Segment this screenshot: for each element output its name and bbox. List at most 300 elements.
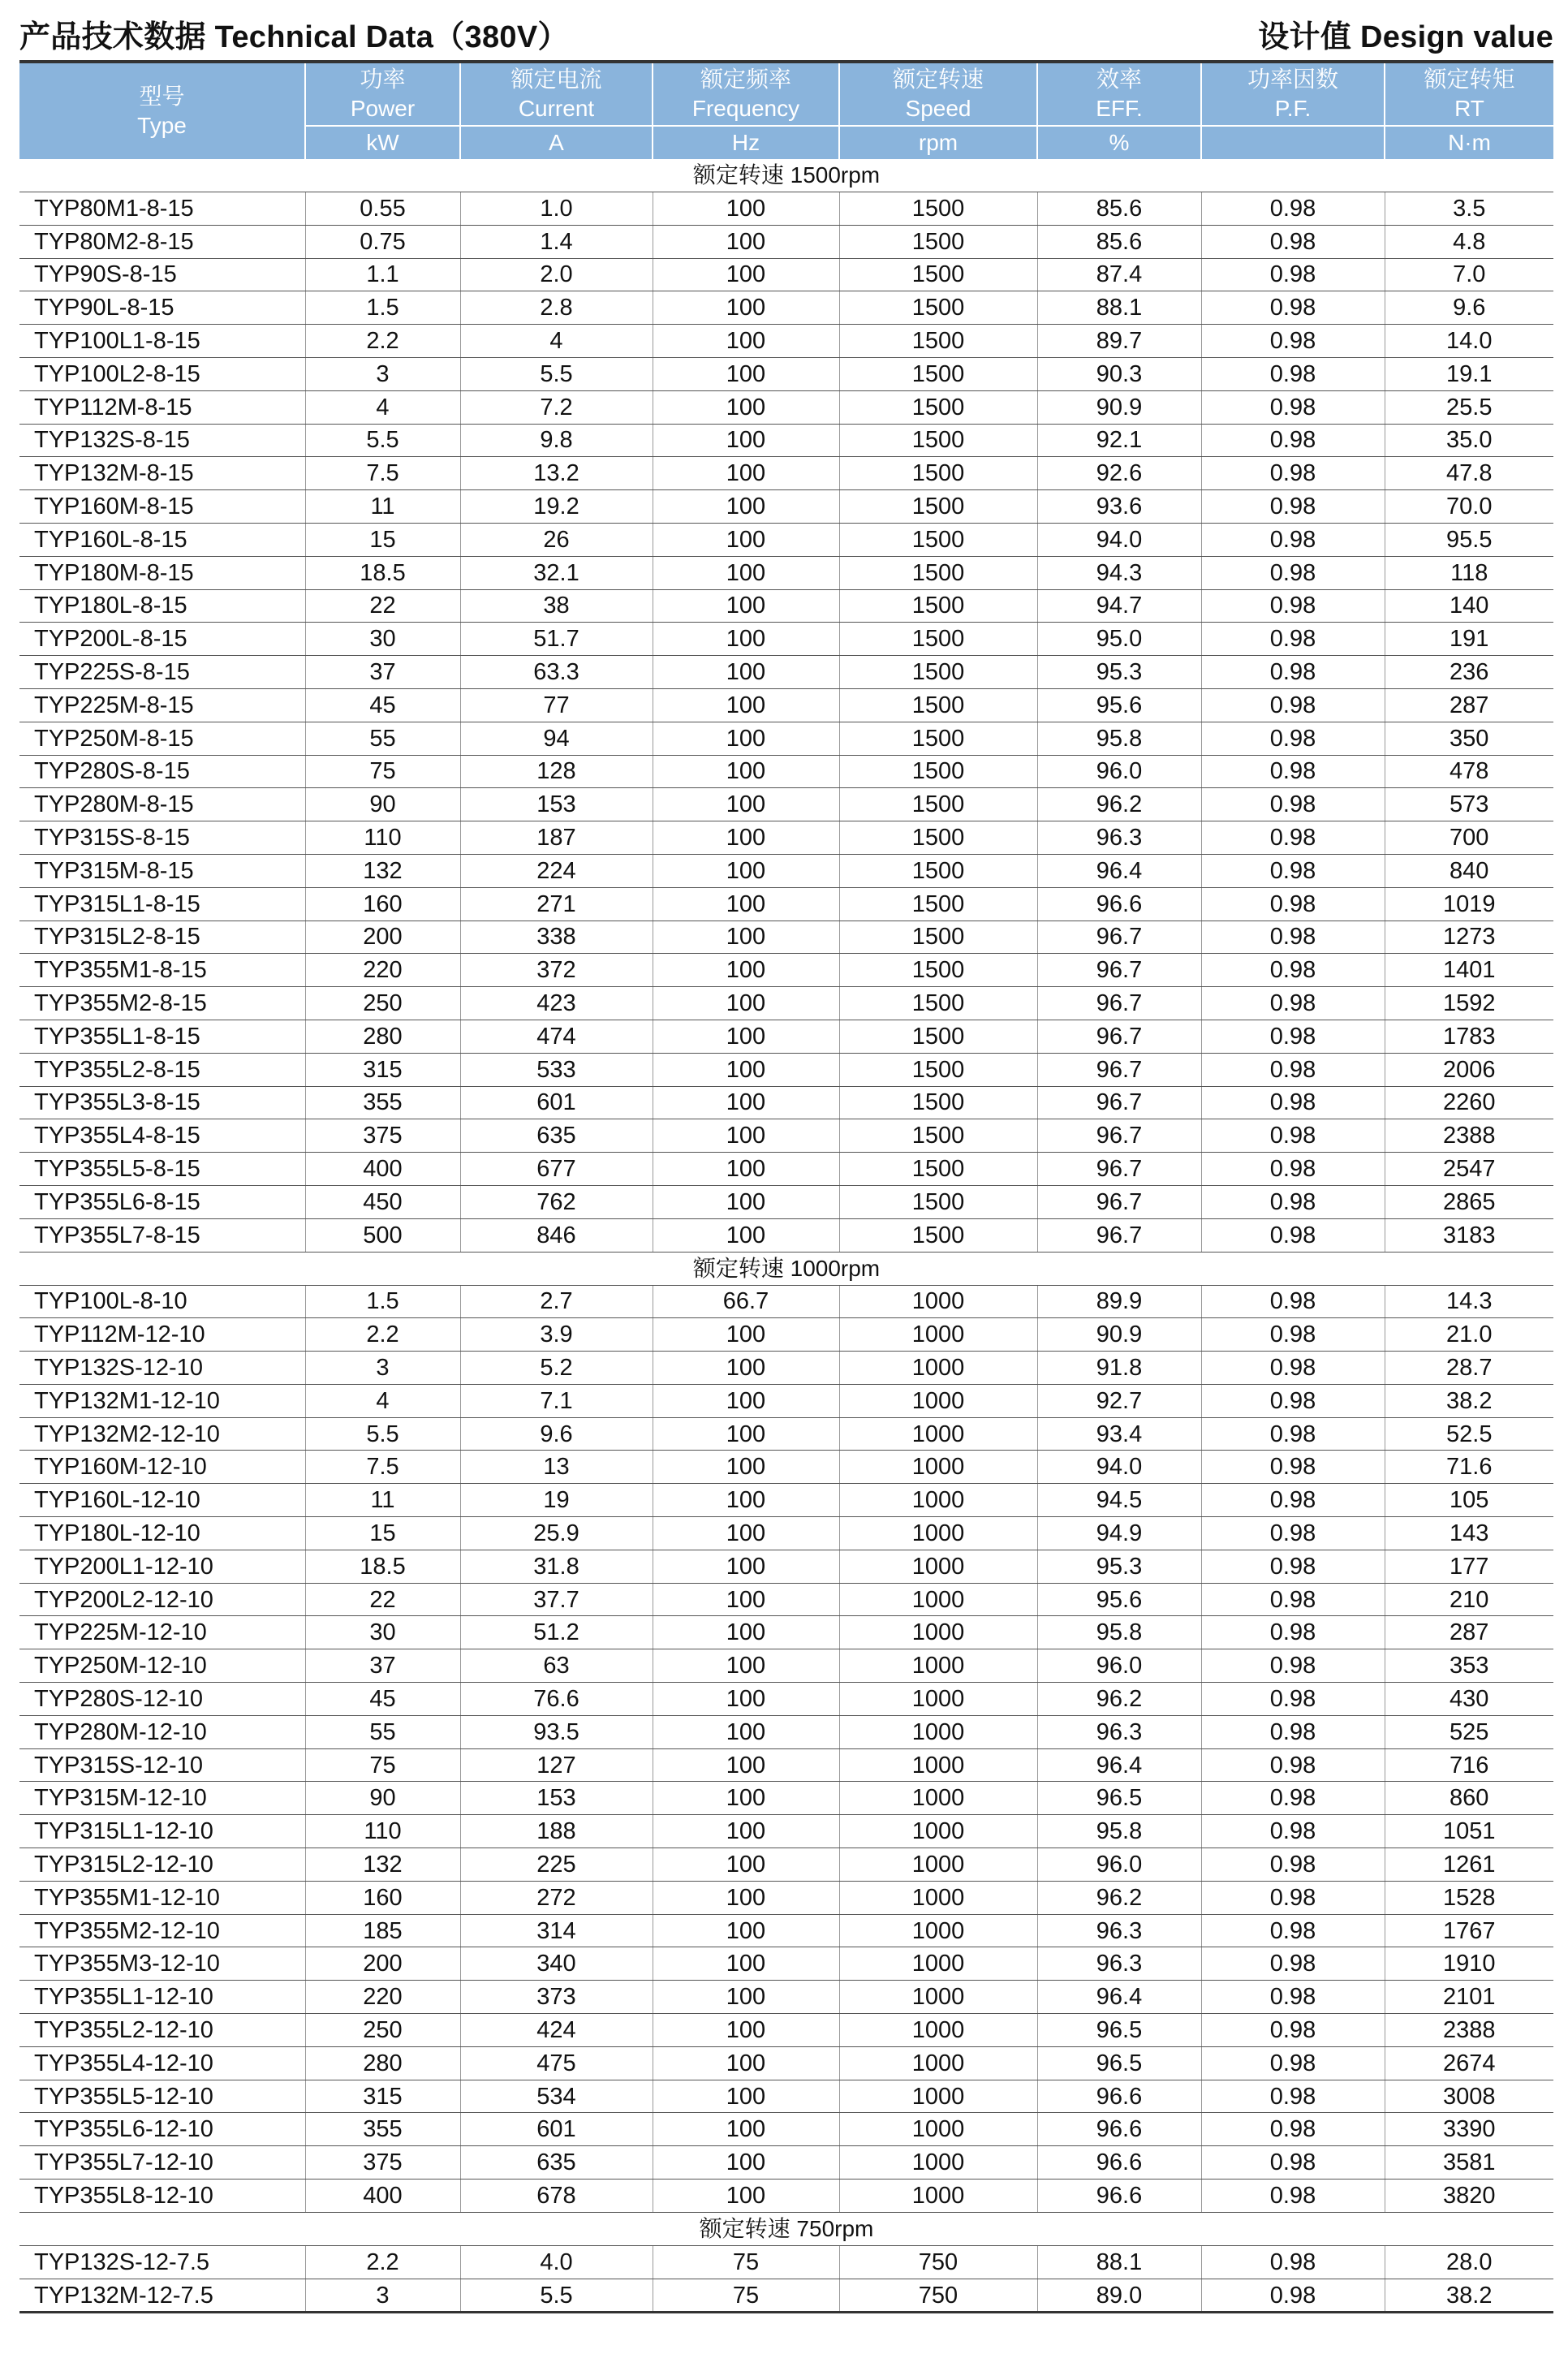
cell-speed: 1000 bbox=[839, 1451, 1037, 1484]
cell-power-factor: 0.98 bbox=[1201, 523, 1385, 556]
cell-model: TYP100L-8-10 bbox=[19, 1285, 305, 1318]
table-row bbox=[19, 1782, 1553, 1815]
cell-speed: 1000 bbox=[839, 1947, 1037, 1981]
cell-rated-torque: 71.6 bbox=[1385, 1451, 1553, 1484]
cell-power: 0.75 bbox=[305, 225, 460, 258]
cell-power: 450 bbox=[305, 1185, 460, 1218]
cell-power: 2.2 bbox=[305, 1318, 460, 1352]
cell-efficiency: 92.7 bbox=[1037, 1384, 1201, 1417]
cell-efficiency: 96.7 bbox=[1037, 1119, 1201, 1153]
cell-power: 0.55 bbox=[305, 192, 460, 226]
cell-speed: 1500 bbox=[839, 523, 1037, 556]
cell-efficiency: 96.4 bbox=[1037, 1748, 1201, 1782]
cell-power-factor: 0.98 bbox=[1201, 1947, 1385, 1981]
cell-current: 51.2 bbox=[460, 1616, 653, 1649]
cell-frequency: 100 bbox=[653, 1616, 839, 1649]
cell-power-factor: 0.98 bbox=[1201, 2180, 1385, 2213]
cell-frequency: 100 bbox=[653, 1451, 839, 1484]
cell-speed: 1500 bbox=[839, 788, 1037, 821]
cell-power: 500 bbox=[305, 1218, 460, 1252]
cell-model: TYP160M-12-10 bbox=[19, 1451, 305, 1484]
cell-rated-torque: 38.2 bbox=[1385, 2279, 1553, 2313]
cell-speed: 1500 bbox=[839, 854, 1037, 887]
cell-current: 63.3 bbox=[460, 656, 653, 689]
cell-current: 424 bbox=[460, 2014, 653, 2047]
table-row bbox=[19, 2014, 1553, 2047]
cell-efficiency: 96.7 bbox=[1037, 1053, 1201, 1086]
cell-rated-torque: 210 bbox=[1385, 1583, 1553, 1616]
cell-speed: 1000 bbox=[839, 1616, 1037, 1649]
cell-model: TYP355M2-8-15 bbox=[19, 987, 305, 1020]
cell-power: 200 bbox=[305, 921, 460, 954]
cell-frequency: 100 bbox=[653, 225, 839, 258]
cell-speed: 1000 bbox=[839, 1782, 1037, 1815]
cell-rated-torque: 3820 bbox=[1385, 2180, 1553, 2213]
cell-model: TYP315L1-8-15 bbox=[19, 887, 305, 921]
cell-model: TYP315L2-8-15 bbox=[19, 921, 305, 954]
table-row bbox=[19, 390, 1553, 424]
cell-efficiency: 95.0 bbox=[1037, 623, 1201, 656]
cell-power: 45 bbox=[305, 1683, 460, 1716]
cell-efficiency: 96.5 bbox=[1037, 2014, 1201, 2047]
cell-model: TYP112M-8-15 bbox=[19, 390, 305, 424]
cell-frequency: 100 bbox=[653, 2014, 839, 2047]
cell-power: 5.5 bbox=[305, 424, 460, 457]
cell-rated-torque: 14.3 bbox=[1385, 1285, 1553, 1318]
cell-frequency: 100 bbox=[653, 1185, 839, 1218]
cell-power: 37 bbox=[305, 1649, 460, 1683]
section-heading-row bbox=[19, 2212, 1553, 2245]
cell-current: 423 bbox=[460, 987, 653, 1020]
cell-power: 250 bbox=[305, 2014, 460, 2047]
cell-speed: 1500 bbox=[839, 1053, 1037, 1086]
cell-power: 22 bbox=[305, 1583, 460, 1616]
cell-speed: 1000 bbox=[839, 1550, 1037, 1583]
cell-speed: 1500 bbox=[839, 589, 1037, 623]
cell-current: 601 bbox=[460, 2113, 653, 2146]
cell-frequency: 100 bbox=[653, 1715, 839, 1748]
cell-model: TYP80M1-8-15 bbox=[19, 192, 305, 226]
cell-power-factor: 0.98 bbox=[1201, 1484, 1385, 1517]
table-row bbox=[19, 589, 1553, 623]
cell-frequency: 100 bbox=[653, 1053, 839, 1086]
cell-current: 225 bbox=[460, 1848, 653, 1882]
cell-efficiency: 96.2 bbox=[1037, 1683, 1201, 1716]
cell-power-factor: 0.98 bbox=[1201, 921, 1385, 954]
cell-frequency: 100 bbox=[653, 457, 839, 490]
cell-rated-torque: 2006 bbox=[1385, 1053, 1553, 1086]
cell-power: 75 bbox=[305, 1748, 460, 1782]
column-header-current bbox=[460, 62, 653, 126]
cell-efficiency: 85.6 bbox=[1037, 192, 1201, 226]
cell-efficiency: 96.7 bbox=[1037, 1020, 1201, 1053]
column-header-en: Current bbox=[518, 96, 595, 121]
cell-speed: 1500 bbox=[839, 457, 1037, 490]
cell-rated-torque: 860 bbox=[1385, 1782, 1553, 1815]
cell-model: TYP225M-12-10 bbox=[19, 1616, 305, 1649]
cell-efficiency: 94.0 bbox=[1037, 1451, 1201, 1484]
table-row bbox=[19, 1020, 1553, 1053]
cell-power: 3 bbox=[305, 1352, 460, 1385]
cell-model: TYP80M2-8-15 bbox=[19, 225, 305, 258]
table-row bbox=[19, 921, 1553, 954]
cell-model: TYP280M-8-15 bbox=[19, 788, 305, 821]
cell-power-factor: 0.98 bbox=[1201, 2046, 1385, 2080]
cell-current: 635 bbox=[460, 2146, 653, 2180]
cell-power: 18.5 bbox=[305, 1550, 460, 1583]
table-row bbox=[19, 821, 1553, 855]
table-row bbox=[19, 291, 1553, 325]
cell-model: TYP315M-12-10 bbox=[19, 1782, 305, 1815]
cell-current: 2.7 bbox=[460, 1285, 653, 1318]
table-row bbox=[19, 1119, 1553, 1153]
cell-frequency: 100 bbox=[653, 523, 839, 556]
cell-power-factor: 0.98 bbox=[1201, 589, 1385, 623]
cell-speed: 1500 bbox=[839, 556, 1037, 589]
cell-frequency: 100 bbox=[653, 2146, 839, 2180]
cell-rated-torque: 21.0 bbox=[1385, 1318, 1553, 1352]
cell-power: 220 bbox=[305, 1981, 460, 2014]
cell-rated-torque: 350 bbox=[1385, 722, 1553, 755]
cell-rated-torque: 2674 bbox=[1385, 2046, 1553, 2080]
column-header-zh: 功率因数 bbox=[1247, 67, 1338, 92]
cell-frequency: 75 bbox=[653, 2245, 839, 2279]
cell-power: 55 bbox=[305, 1715, 460, 1748]
cell-current: 340 bbox=[460, 1947, 653, 1981]
cell-efficiency: 96.0 bbox=[1037, 1848, 1201, 1882]
cell-model: TYP250M-12-10 bbox=[19, 1649, 305, 1683]
column-header-power bbox=[305, 62, 460, 126]
cell-power-factor: 0.98 bbox=[1201, 1417, 1385, 1451]
table-row bbox=[19, 1053, 1553, 1086]
cell-current: 37.7 bbox=[460, 1583, 653, 1616]
table-header bbox=[19, 62, 1553, 159]
cell-speed: 1500 bbox=[839, 1185, 1037, 1218]
unit-power: kW bbox=[305, 126, 460, 159]
cell-speed: 1000 bbox=[839, 1683, 1037, 1716]
cell-power-factor: 0.98 bbox=[1201, 1683, 1385, 1716]
table-row bbox=[19, 1451, 1553, 1484]
cell-rated-torque: 3.5 bbox=[1385, 192, 1553, 226]
cell-current: 76.6 bbox=[460, 1683, 653, 1716]
cell-efficiency: 92.1 bbox=[1037, 424, 1201, 457]
cell-rated-torque: 35.0 bbox=[1385, 424, 1553, 457]
cell-efficiency: 96.6 bbox=[1037, 2146, 1201, 2180]
cell-frequency: 100 bbox=[653, 1218, 839, 1252]
cell-power-factor: 0.98 bbox=[1201, 1848, 1385, 1882]
cell-speed: 1000 bbox=[839, 1318, 1037, 1352]
cell-rated-torque: 1910 bbox=[1385, 1947, 1553, 1981]
column-header-power-factor bbox=[1201, 62, 1385, 126]
cell-current: 635 bbox=[460, 1119, 653, 1153]
table-row bbox=[19, 556, 1553, 589]
cell-speed: 750 bbox=[839, 2279, 1037, 2313]
cell-efficiency: 94.3 bbox=[1037, 556, 1201, 589]
cell-model: TYP355L7-8-15 bbox=[19, 1218, 305, 1252]
cell-power-factor: 0.98 bbox=[1201, 1185, 1385, 1218]
cell-efficiency: 94.5 bbox=[1037, 1484, 1201, 1517]
cell-efficiency: 91.8 bbox=[1037, 1352, 1201, 1385]
cell-speed: 1000 bbox=[839, 1981, 1037, 2014]
cell-frequency: 100 bbox=[653, 1683, 839, 1716]
cell-power: 1.5 bbox=[305, 1285, 460, 1318]
column-header-zh: 功率 bbox=[360, 67, 406, 92]
cell-rated-torque: 2388 bbox=[1385, 2014, 1553, 2047]
cell-frequency: 100 bbox=[653, 755, 839, 788]
section-heading: 额定转速 1500rpm bbox=[19, 159, 1553, 192]
cell-speed: 1500 bbox=[839, 192, 1037, 226]
cell-model: TYP160L-12-10 bbox=[19, 1484, 305, 1517]
cell-rated-torque: 525 bbox=[1385, 1715, 1553, 1748]
cell-rated-torque: 191 bbox=[1385, 623, 1553, 656]
cell-frequency: 100 bbox=[653, 390, 839, 424]
cell-power-factor: 0.98 bbox=[1201, 755, 1385, 788]
table-row bbox=[19, 1185, 1553, 1218]
cell-rated-torque: 28.0 bbox=[1385, 2245, 1553, 2279]
cell-model: TYP315S-12-10 bbox=[19, 1748, 305, 1782]
cell-current: 13 bbox=[460, 1451, 653, 1484]
cell-rated-torque: 3183 bbox=[1385, 1218, 1553, 1252]
cell-model: TYP132S-12-7.5 bbox=[19, 2245, 305, 2279]
cell-frequency: 100 bbox=[653, 2180, 839, 2213]
table-row bbox=[19, 2080, 1553, 2113]
unit-speed: rpm bbox=[839, 126, 1037, 159]
cell-rated-torque: 140 bbox=[1385, 589, 1553, 623]
cell-frequency: 100 bbox=[653, 2113, 839, 2146]
cell-power-factor: 0.98 bbox=[1201, 1914, 1385, 1947]
cell-speed: 1500 bbox=[839, 1153, 1037, 1186]
cell-model: TYP355L6-12-10 bbox=[19, 2113, 305, 2146]
cell-rated-torque: 1592 bbox=[1385, 987, 1553, 1020]
cell-power: 90 bbox=[305, 788, 460, 821]
cell-model: TYP250M-8-15 bbox=[19, 722, 305, 755]
cell-current: 63 bbox=[460, 1649, 653, 1683]
cell-current: 4.0 bbox=[460, 2245, 653, 2279]
table-row bbox=[19, 1484, 1553, 1517]
cell-frequency: 100 bbox=[653, 854, 839, 887]
cell-power: 18.5 bbox=[305, 556, 460, 589]
table-row bbox=[19, 887, 1553, 921]
cell-power: 132 bbox=[305, 1848, 460, 1882]
cell-power-factor: 0.98 bbox=[1201, 1748, 1385, 1782]
cell-power-factor: 0.98 bbox=[1201, 623, 1385, 656]
table-row bbox=[19, 325, 1553, 358]
cell-model: TYP355M2-12-10 bbox=[19, 1914, 305, 1947]
cell-rated-torque: 7.0 bbox=[1385, 258, 1553, 291]
cell-speed: 1500 bbox=[839, 424, 1037, 457]
table-row bbox=[19, 722, 1553, 755]
cell-efficiency: 96.4 bbox=[1037, 1981, 1201, 2014]
cell-power: 110 bbox=[305, 1815, 460, 1848]
cell-rated-torque: 700 bbox=[1385, 821, 1553, 855]
cell-efficiency: 96.7 bbox=[1037, 1086, 1201, 1119]
unit-power-factor bbox=[1201, 126, 1385, 159]
cell-speed: 1500 bbox=[839, 1119, 1037, 1153]
cell-efficiency: 90.9 bbox=[1037, 390, 1201, 424]
cell-efficiency: 89.7 bbox=[1037, 325, 1201, 358]
cell-efficiency: 96.5 bbox=[1037, 2046, 1201, 2080]
table-row bbox=[19, 1649, 1553, 1683]
table-row bbox=[19, 1616, 1553, 1649]
cell-efficiency: 96.3 bbox=[1037, 821, 1201, 855]
cell-model: TYP280S-8-15 bbox=[19, 755, 305, 788]
table-row bbox=[19, 1947, 1553, 1981]
cell-power-factor: 0.98 bbox=[1201, 457, 1385, 490]
cell-current: 31.8 bbox=[460, 1550, 653, 1583]
cell-frequency: 100 bbox=[653, 192, 839, 226]
table-row bbox=[19, 1748, 1553, 1782]
cell-rated-torque: 3008 bbox=[1385, 2080, 1553, 2113]
cell-current: 601 bbox=[460, 1086, 653, 1119]
cell-model: TYP180L-8-15 bbox=[19, 589, 305, 623]
cell-model: TYP160M-8-15 bbox=[19, 490, 305, 524]
cell-power-factor: 0.98 bbox=[1201, 1352, 1385, 1385]
cell-power: 45 bbox=[305, 688, 460, 722]
cell-power-factor: 0.98 bbox=[1201, 987, 1385, 1020]
cell-power: 3 bbox=[305, 357, 460, 390]
cell-frequency: 100 bbox=[653, 1484, 839, 1517]
cell-current: 9.6 bbox=[460, 1417, 653, 1451]
cell-rated-torque: 353 bbox=[1385, 1649, 1553, 1683]
cell-model: TYP355L2-8-15 bbox=[19, 1053, 305, 1086]
cell-power: 355 bbox=[305, 2113, 460, 2146]
cell-frequency: 100 bbox=[653, 258, 839, 291]
unit-current: A bbox=[460, 126, 653, 159]
cell-rated-torque: 1767 bbox=[1385, 1914, 1553, 1947]
cell-power: 1.5 bbox=[305, 291, 460, 325]
cell-power-factor: 0.98 bbox=[1201, 1384, 1385, 1417]
cell-power-factor: 0.98 bbox=[1201, 1153, 1385, 1186]
cell-current: 475 bbox=[460, 2046, 653, 2080]
cell-power-factor: 0.98 bbox=[1201, 1086, 1385, 1119]
cell-frequency: 100 bbox=[653, 1881, 839, 1914]
cell-current: 19.2 bbox=[460, 490, 653, 524]
table-row bbox=[19, 1218, 1553, 1252]
cell-efficiency: 96.4 bbox=[1037, 854, 1201, 887]
cell-current: 474 bbox=[460, 1020, 653, 1053]
cell-speed: 1000 bbox=[839, 2080, 1037, 2113]
cell-speed: 1000 bbox=[839, 1384, 1037, 1417]
table-row bbox=[19, 2245, 1553, 2279]
cell-current: 338 bbox=[460, 921, 653, 954]
cell-frequency: 100 bbox=[653, 589, 839, 623]
cell-power: 375 bbox=[305, 2146, 460, 2180]
table-row bbox=[19, 1352, 1553, 1385]
cell-current: 271 bbox=[460, 887, 653, 921]
cell-rated-torque: 2101 bbox=[1385, 1981, 1553, 2014]
table-row bbox=[19, 523, 1553, 556]
cell-frequency: 75 bbox=[653, 2279, 839, 2313]
cell-efficiency: 95.8 bbox=[1037, 1616, 1201, 1649]
column-header-frequency bbox=[653, 62, 839, 126]
table-row bbox=[19, 954, 1553, 987]
cell-efficiency: 88.1 bbox=[1037, 2245, 1201, 2279]
cell-current: 678 bbox=[460, 2180, 653, 2213]
cell-power: 15 bbox=[305, 1517, 460, 1550]
table-row bbox=[19, 1981, 1553, 2014]
cell-current: 127 bbox=[460, 1748, 653, 1782]
cell-power-factor: 0.98 bbox=[1201, 2245, 1385, 2279]
cell-power: 315 bbox=[305, 2080, 460, 2113]
cell-efficiency: 96.2 bbox=[1037, 1881, 1201, 1914]
cell-model: TYP200L2-12-10 bbox=[19, 1583, 305, 1616]
cell-power-factor: 0.98 bbox=[1201, 2113, 1385, 2146]
cell-efficiency: 96.3 bbox=[1037, 1715, 1201, 1748]
cell-model: TYP180L-12-10 bbox=[19, 1517, 305, 1550]
cell-current: 188 bbox=[460, 1815, 653, 1848]
cell-efficiency: 94.7 bbox=[1037, 589, 1201, 623]
cell-rated-torque: 1273 bbox=[1385, 921, 1553, 954]
cell-power-factor: 0.98 bbox=[1201, 656, 1385, 689]
cell-power-factor: 0.98 bbox=[1201, 2146, 1385, 2180]
table-row bbox=[19, 1715, 1553, 1748]
cell-speed: 1000 bbox=[839, 2014, 1037, 2047]
cell-speed: 1000 bbox=[839, 1285, 1037, 1318]
cell-power-factor: 0.98 bbox=[1201, 1616, 1385, 1649]
cell-frequency: 100 bbox=[653, 556, 839, 589]
column-header-zh: 额定转速 bbox=[892, 67, 984, 92]
cell-power-factor: 0.98 bbox=[1201, 291, 1385, 325]
cell-current: 2.0 bbox=[460, 258, 653, 291]
table-row bbox=[19, 258, 1553, 291]
cell-speed: 1500 bbox=[839, 390, 1037, 424]
cell-frequency: 100 bbox=[653, 887, 839, 921]
cell-efficiency: 96.6 bbox=[1037, 2080, 1201, 2113]
cell-power: 2.2 bbox=[305, 2245, 460, 2279]
cell-power-factor: 0.98 bbox=[1201, 1815, 1385, 1848]
cell-efficiency: 96.7 bbox=[1037, 921, 1201, 954]
cell-model: TYP132M-8-15 bbox=[19, 457, 305, 490]
column-header-zh: 额定电流 bbox=[510, 67, 602, 92]
cell-frequency: 100 bbox=[653, 1550, 839, 1583]
cell-rated-torque: 4.8 bbox=[1385, 225, 1553, 258]
cell-power-factor: 0.98 bbox=[1201, 192, 1385, 226]
cell-current: 93.5 bbox=[460, 1715, 653, 1748]
cell-speed: 1000 bbox=[839, 1583, 1037, 1616]
cell-power-factor: 0.98 bbox=[1201, 1649, 1385, 1683]
table-row bbox=[19, 987, 1553, 1020]
cell-frequency: 100 bbox=[653, 656, 839, 689]
cell-rated-torque: 9.6 bbox=[1385, 291, 1553, 325]
cell-current: 1.4 bbox=[460, 225, 653, 258]
table-row bbox=[19, 457, 1553, 490]
cell-speed: 1500 bbox=[839, 688, 1037, 722]
column-header-en: Type bbox=[137, 113, 187, 138]
column-header-en: Frequency bbox=[691, 96, 800, 121]
cell-speed: 1000 bbox=[839, 1517, 1037, 1550]
cell-frequency: 100 bbox=[653, 1981, 839, 2014]
page-title: 产品技术数据 Technical Data（380V） bbox=[19, 19, 569, 54]
cell-model: TYP160L-8-15 bbox=[19, 523, 305, 556]
cell-power-factor: 0.98 bbox=[1201, 821, 1385, 855]
cell-frequency: 100 bbox=[653, 1352, 839, 1385]
cell-power-factor: 0.98 bbox=[1201, 954, 1385, 987]
column-header-zh: 效率 bbox=[1096, 67, 1142, 92]
cell-rated-torque: 2547 bbox=[1385, 1153, 1553, 1186]
column-header-type bbox=[19, 62, 305, 159]
cell-model: TYP315L1-12-10 bbox=[19, 1815, 305, 1848]
cell-model: TYP200L1-12-10 bbox=[19, 1550, 305, 1583]
cell-frequency: 100 bbox=[653, 1517, 839, 1550]
cell-rated-torque: 1051 bbox=[1385, 1815, 1553, 1848]
table-row bbox=[19, 192, 1553, 226]
cell-power-factor: 0.98 bbox=[1201, 225, 1385, 258]
cell-power: 250 bbox=[305, 987, 460, 1020]
column-header-zh: 型号 bbox=[139, 84, 185, 109]
cell-power: 280 bbox=[305, 1020, 460, 1053]
cell-power-factor: 0.98 bbox=[1201, 2014, 1385, 2047]
cell-efficiency: 94.0 bbox=[1037, 523, 1201, 556]
